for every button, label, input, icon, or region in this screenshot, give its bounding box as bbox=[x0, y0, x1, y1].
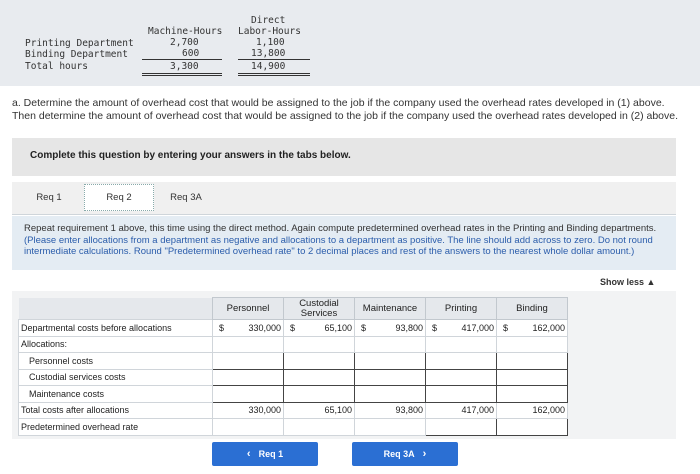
custodial-costs-personnel-input[interactable] bbox=[213, 369, 284, 386]
hours-table-panel bbox=[0, 0, 700, 86]
complete-question-banner bbox=[12, 138, 676, 176]
maintenance-departmental-cost: $ 93,800 bbox=[355, 320, 426, 337]
maintenance-costs-maintenance-input[interactable] bbox=[355, 386, 426, 403]
tab-req-2[interactable]: Req 2 bbox=[84, 184, 154, 211]
col-header-labor-hours: Labor-Hours bbox=[238, 26, 301, 37]
binding-machine-hours: 600 bbox=[182, 48, 200, 59]
col-header-machine-hours: Machine-Hours bbox=[148, 26, 223, 37]
personnel-total-after: 330,000 bbox=[213, 402, 284, 419]
grid-header-row bbox=[19, 298, 568, 320]
custodial-costs-maintenance-input[interactable] bbox=[355, 369, 426, 386]
labor-subtotal-line bbox=[238, 59, 310, 60]
row-label-allocations: Allocations: bbox=[19, 336, 213, 353]
binding-total-after: 162,000 bbox=[497, 402, 568, 419]
table-row bbox=[19, 419, 568, 436]
personnel-costs-binding-input[interactable] bbox=[497, 353, 568, 370]
next-req-button[interactable] bbox=[352, 442, 458, 466]
maintenance-costs-printing-input[interactable] bbox=[426, 386, 497, 403]
printing-total-after: 417,000 bbox=[426, 402, 497, 419]
custodial-total-after: 65,100 bbox=[284, 402, 355, 419]
predetermined-rate-blank bbox=[213, 419, 284, 436]
allocation-grid bbox=[18, 297, 568, 436]
header-maintenance: Maintenance bbox=[355, 298, 426, 320]
row-label-custodial-costs: Custodial services costs bbox=[19, 369, 213, 386]
personnel-costs-custodial-input[interactable] bbox=[284, 353, 355, 370]
allocations-blank bbox=[213, 336, 284, 353]
show-less-toggle[interactable]: Show less ▲ bbox=[600, 277, 656, 287]
prev-req-label: Req 1 bbox=[258, 449, 284, 459]
header-personnel: Personnel bbox=[213, 298, 284, 320]
maintenance-costs-personnel-input[interactable] bbox=[213, 386, 284, 403]
binding-labor-hours: 13,800 bbox=[251, 48, 286, 59]
header-custodial-services: Custodial Services bbox=[284, 298, 355, 320]
requirement-tabs bbox=[12, 182, 676, 215]
personnel-departmental-cost: $ 330,000 bbox=[213, 320, 284, 337]
predetermined-rate-blank bbox=[355, 419, 426, 436]
row-label-total: Total hours bbox=[25, 61, 88, 72]
grid-header-spacer bbox=[19, 298, 213, 320]
total-machine-hours: 3,300 bbox=[170, 61, 199, 72]
printing-machine-hours: 2,700 bbox=[170, 37, 199, 48]
table-row bbox=[19, 320, 568, 337]
table-row bbox=[19, 336, 568, 353]
complete-question-text: Complete this question by entering your answers in the tabs below. bbox=[30, 150, 351, 161]
binding-departmental-cost: $ 162,000 bbox=[497, 320, 568, 337]
chevron-left-icon: ‹ bbox=[246, 448, 251, 460]
total-labor-hours: 14,900 bbox=[251, 61, 286, 72]
personnel-costs-personnel-input[interactable] bbox=[213, 353, 284, 370]
maintenance-costs-binding-input[interactable] bbox=[497, 386, 568, 403]
table-row bbox=[19, 369, 568, 386]
header-binding: Binding bbox=[497, 298, 568, 320]
question-text: a. Determine the amount of overhead cost that would be assigned to the job if the company used the overhead rates developed in (1) above. Then determine the amount of overhead cost that would be assigned to the job if the company used the overhead rates developed in (2) above. bbox=[12, 97, 679, 122]
instructions-main: Repeat requirement 1 above, this time using the direct method. Again compute predetermined overhead rates in the Printing and Binding departments. bbox=[24, 223, 657, 234]
row-label-total-after-allocations: Total costs after allocations bbox=[19, 402, 213, 419]
maintenance-total-after: 93,800 bbox=[355, 402, 426, 419]
labor-total-line-2 bbox=[238, 75, 310, 76]
custodial-departmental-cost: $ 65,100 bbox=[284, 320, 355, 337]
tab-req-1[interactable]: Req 1 bbox=[36, 192, 62, 203]
allocations-blank bbox=[426, 336, 497, 353]
machine-subtotal-line bbox=[142, 59, 222, 60]
machine-total-line-2 bbox=[142, 75, 222, 76]
custodial-costs-printing-input[interactable] bbox=[426, 369, 497, 386]
binding-rate-input[interactable] bbox=[497, 419, 568, 436]
row-label-predetermined-rate: Predetermined overhead rate bbox=[19, 419, 213, 436]
table-row bbox=[19, 353, 568, 370]
instructions-box bbox=[12, 216, 676, 270]
printing-labor-hours: 1,100 bbox=[256, 37, 285, 48]
prev-req-button[interactable] bbox=[212, 442, 318, 466]
labor-total-line-1 bbox=[238, 73, 310, 74]
personnel-costs-maintenance-input[interactable] bbox=[355, 353, 426, 370]
chevron-right-icon: › bbox=[422, 448, 427, 460]
machine-total-line-1 bbox=[142, 73, 222, 74]
next-req-label: Req 3A bbox=[383, 449, 415, 459]
custodial-costs-custodial-input[interactable] bbox=[284, 369, 355, 386]
predetermined-rate-blank bbox=[284, 419, 355, 436]
table-row bbox=[19, 402, 568, 419]
allocations-blank bbox=[355, 336, 426, 353]
allocation-grid-panel bbox=[12, 291, 676, 439]
custodial-costs-binding-input[interactable] bbox=[497, 369, 568, 386]
col-header-direct: Direct bbox=[251, 15, 286, 26]
row-label-personnel-costs: Personnel costs bbox=[19, 353, 213, 370]
tab-req-3a[interactable]: Req 3A bbox=[170, 192, 202, 203]
allocations-blank bbox=[284, 336, 355, 353]
maintenance-costs-custodial-input[interactable] bbox=[284, 386, 355, 403]
allocations-blank bbox=[497, 336, 568, 353]
row-label-departmental-costs: Departmental costs before allocations bbox=[19, 320, 213, 337]
header-printing: Printing bbox=[426, 298, 497, 320]
row-label-maintenance-costs: Maintenance costs bbox=[19, 386, 213, 403]
instructions-note: (Please enter allocations from a department as negative and allocations to a department as positive. The line should add across to zero. Do not round intermediate calculations. Round "Predetermined overhead rate" to 2 decimal places and rest of the answers to the nearest whole dollar amount.) bbox=[24, 234, 653, 257]
printing-departmental-cost: $ 417,000 bbox=[426, 320, 497, 337]
row-label-printing: Printing Department bbox=[25, 38, 134, 49]
printing-rate-input[interactable] bbox=[426, 419, 497, 436]
table-row bbox=[19, 386, 568, 403]
personnel-costs-printing-input[interactable] bbox=[426, 353, 497, 370]
row-label-binding: Binding Department bbox=[25, 49, 128, 60]
